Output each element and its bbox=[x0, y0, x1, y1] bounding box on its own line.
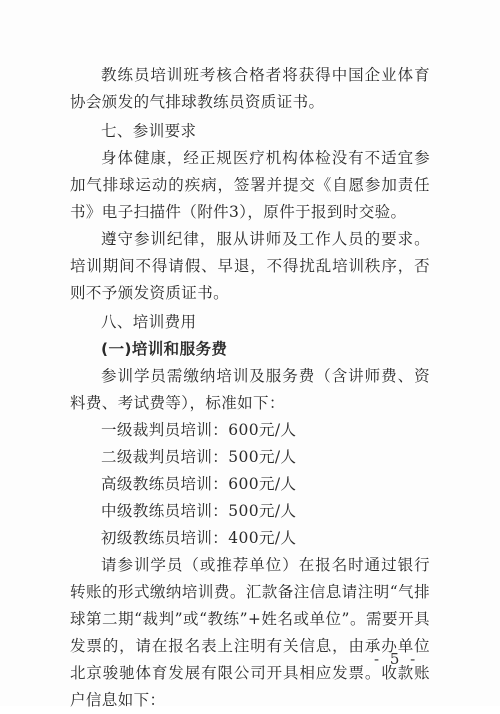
paragraph-payment-instructions: 请参训学员（或推荐单位）在报名时通过银行转账的形式缴纳培训费。汇款备注信息请注明“气排球第二期“裁判”或“教练”+姓名或单位”。需要开具发票的，请在报名表上注明有关信息，由承办单位北京骏驰体育发展有限公司开具相应发票。收款账户信息如下： bbox=[70, 556, 430, 709]
section-7-heading: 七、参训要求 bbox=[101, 122, 197, 140]
paragraph-fee-intro: 参训学员需缴纳培训及服务费（含讲师费、资料费、考试费等），标准如下： bbox=[70, 367, 430, 412]
paragraph-health-requirement: 身体健康，经正规医疗机构体检没有不适宜参加气排球运动的疾病，签署并提交《自愿参加责任书》电子扫描件（附件3），原件于报到时交验。 bbox=[70, 149, 430, 221]
section-8-heading: 八、培训费用 bbox=[101, 313, 197, 331]
fee-item: 中级教练员培训：500元/人 bbox=[101, 502, 297, 520]
fee-item: 初级教练员培训：400元/人 bbox=[101, 529, 297, 547]
paragraph-certificate: 教练员培训班考核合格者将获得中国企业体育协会颁发的气排球教练员资质证书。 bbox=[70, 66, 430, 111]
fee-item: 二级裁判员培训：500元/人 bbox=[101, 448, 297, 466]
body-text bbox=[70, 62, 430, 714]
section-8-subheading: (一)培训和服务费 bbox=[101, 340, 228, 358]
page-number: - 5 - bbox=[374, 650, 419, 668]
paragraph-discipline-requirement: 遵守参训纪律，服从讲师及工作人员的要求。培训期间不得请假、早退，不得扰乱培训秩序，否则不予颁发资质证书。 bbox=[70, 230, 430, 302]
fee-item: 一级裁判员培训：600元/人 bbox=[101, 421, 297, 439]
fee-item: 高级教练员培训：600元/人 bbox=[101, 475, 297, 493]
